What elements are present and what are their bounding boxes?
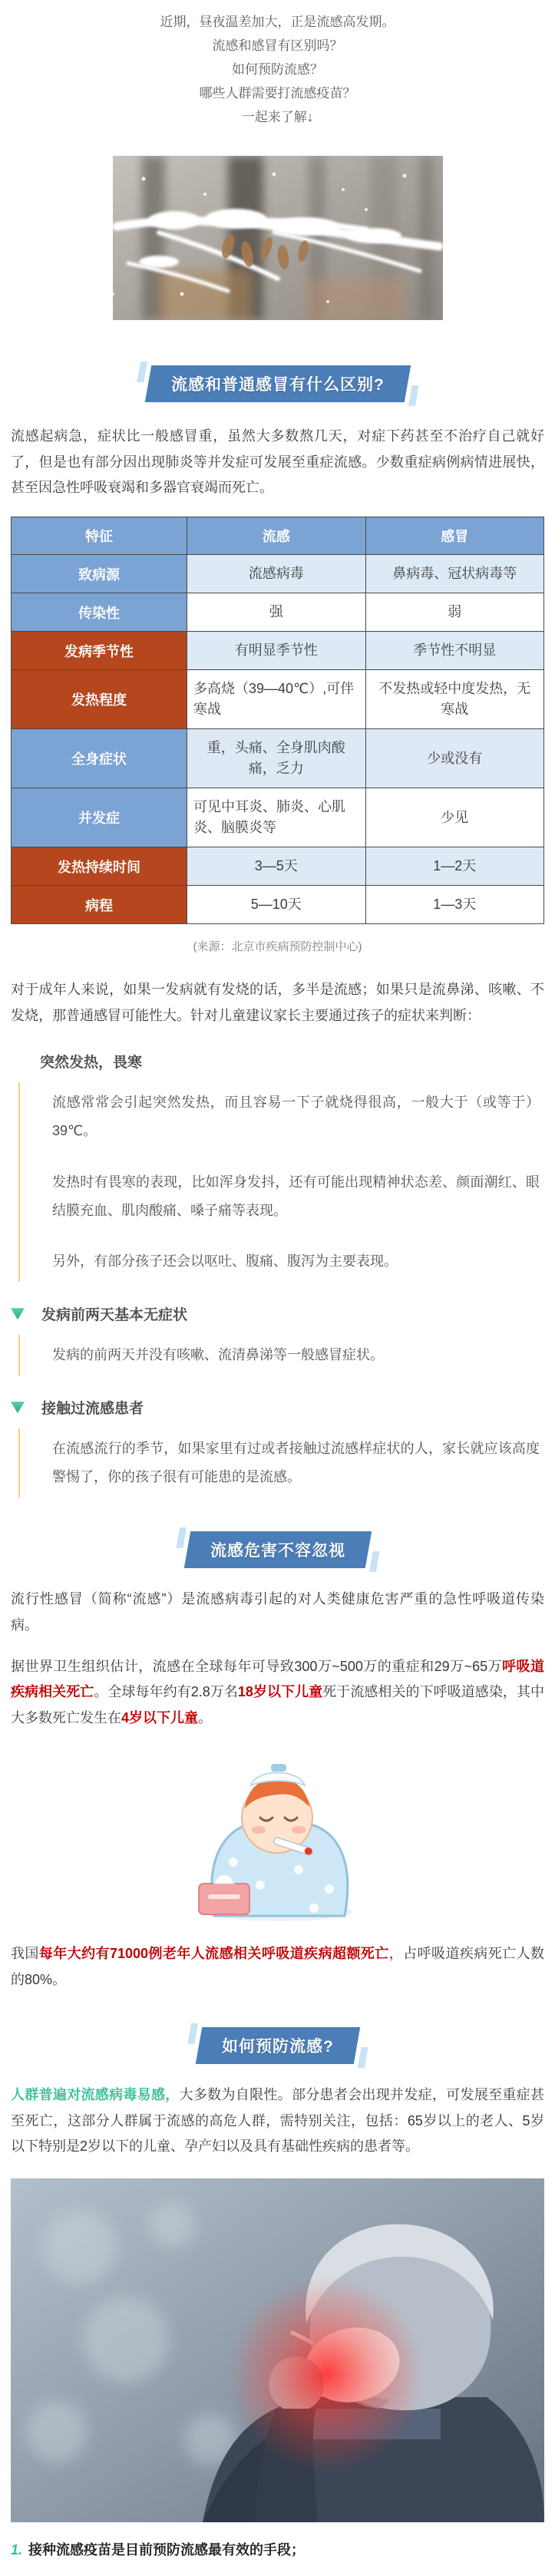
table-row — [12, 847, 544, 886]
text-run: 我国 — [11, 1946, 39, 1962]
highlight-red-text: 4岁以下儿童 — [121, 1710, 199, 1726]
triangle-marker-icon — [11, 1308, 25, 1319]
table-row — [12, 555, 544, 593]
table-row — [12, 632, 544, 670]
intro-block — [0, 0, 555, 130]
table-cell: 可见中耳炎、肺炎、心肌炎、脑膜炎等 — [187, 788, 365, 847]
table-label-cell: 致病源 — [12, 555, 187, 593]
section-badge-prevent — [195, 2027, 359, 2064]
section-badge-label: 如何预防流感? — [221, 2037, 334, 2056]
symptom-quote-block-3 — [18, 1428, 544, 1498]
symptom-title: 突然发热，畏寒 — [40, 1054, 143, 1071]
quote-paragraph: 发病的前两天并没有咳嗽、流清鼻涕等一般感冒症状。 — [52, 1347, 384, 1363]
sick-person-cartoon — [191, 1755, 364, 1924]
hero-snow-image — [113, 156, 443, 320]
table-label-cell: 传染性 — [12, 593, 187, 632]
table-cell: 1—3天 — [365, 886, 544, 924]
intro-line: 一起来了解↓ — [241, 109, 314, 124]
harm-content — [0, 1587, 555, 1732]
table-label-cell: 发热程度 — [12, 670, 187, 729]
table-header-cell: 感冒 — [365, 517, 544, 555]
intro-line: 如何预防流感？ — [232, 61, 323, 77]
section-prevent — [0, 2027, 555, 2064]
prevention-item-1 — [0, 2539, 555, 2559]
quote-paragraph: 另外，有部分孩子还会以呕吐、腹痛、腹泻为主要表现。 — [52, 1253, 398, 1270]
elderly-death-paragraph — [11, 1941, 544, 1993]
quote-paragraph: 在流感流行的季节，如果家里有过或者接触过流感样症状的人，家长就应该高度警惕了，你的孩子很有可能患的是流感。 — [52, 1441, 540, 1485]
table-label-cell: 发热持续时间 — [12, 847, 187, 886]
section-harm — [0, 1531, 555, 1568]
table-header-cell: 特征 — [12, 517, 187, 555]
table-label-cell: 发病季节性 — [12, 632, 187, 670]
text-run: 。全球每年约有2.8万名 — [94, 1684, 238, 1700]
table-cell: 3—5天 — [187, 847, 365, 886]
hero-image-container — [0, 156, 555, 324]
table-source-caption: (来源：北京市疾病预防控制中心) — [193, 940, 362, 954]
table-cell: 1—2天 — [365, 847, 544, 886]
intro-line: 哪些人群需要打流感疫苗？ — [199, 85, 356, 101]
symptom-title: 接触过流感患者 — [41, 1401, 144, 1418]
symptom-title: 发病前两天基本无症状 — [41, 1307, 188, 1324]
harm-intro-paragraph: 流行性感冒（简称“流感”）是流感病毒引起的对人类健康危害严重的急性呼吸道传染病。 — [11, 1590, 544, 1633]
table-row — [12, 729, 544, 788]
section-badge-label: 流感和普通感冒有什么区别? — [170, 375, 385, 394]
table-cell: 强 — [187, 593, 365, 632]
table-row — [12, 886, 544, 924]
table-cell: 重，头痛、全身肌肉酸痛，乏力 — [187, 729, 365, 788]
triangle-marker-icon — [11, 1402, 25, 1413]
flu-vs-cold-table — [11, 517, 544, 924]
list-number: 1. — [11, 2542, 23, 2558]
section-compare — [0, 365, 555, 402]
text-run: 死于流感相关的下呼吸道感染，其中大多数死亡发生在 — [11, 1684, 545, 1726]
text-run: 据世界卫生组织估计，流感在全球每年可导致300万~500万的重症和29万~65万 — [11, 1658, 503, 1674]
intro-line: 近期，昼夜温差加大，正是流感高发期。 — [160, 15, 395, 29]
section-badge-label: 流感危害不容忽视 — [210, 1541, 345, 1560]
list-text: 接种流感疫苗是目前预防流感最有效的手段； — [28, 2542, 306, 2558]
symptom-heading-2 — [0, 1303, 555, 1324]
compare-intro-paragraph: 流感起病急，症状比一般感冒重，虽然大多数熬几天，对症下药甚至不治疗自己就好了，但是也有部分因出现肺炎等并发症可发展至重症流感。少数重症病例病情进展快，甚至因急性呼吸衰竭和多器官衰竭而死亡。 — [11, 428, 544, 496]
table-header-cell: 流感 — [187, 517, 365, 555]
table-cell: 5—10天 — [187, 886, 365, 924]
quote-paragraph: 发热时有畏寒的表现，比如浑身发抖，还有可能出现精神状态差、颜面潮红、眼结膜充血、肌肉酸痛、嗓子痛等表现。 — [52, 1174, 540, 1218]
highlight-teal-text: 人群普遍对流感病毒易感， — [11, 2086, 180, 2102]
highlight-red-text: 呼吸道疾病相关死亡 — [11, 1658, 544, 1700]
highlight-red-text: 每年大约有71000例老年人流感相关呼吸道疾病超额死亡 — [38, 1946, 389, 1962]
symptom-heading-3 — [0, 1397, 555, 1418]
table-label-cell: 全身症状 — [12, 729, 187, 788]
susceptible-paragraph — [11, 2082, 544, 2160]
intro-line: 流感和感冒有区别吗？ — [212, 38, 343, 53]
judge-paragraph: 对于成年人来说，如果一发病就有发烧的话，多半是流感；如果只是流鼻涕、咳嗽、不发烧，那普通感冒可能性大。针对儿童建议家长主要通过孩子的症状来判断： — [11, 982, 544, 1023]
cartoon-container — [0, 1755, 555, 1927]
table-cell: 不发热或轻中度发热，无寒战 — [365, 670, 544, 729]
highlight-red-text: 18岁以下儿童 — [237, 1684, 323, 1700]
elderly-man-coughing-image — [11, 2178, 544, 2522]
text-run: ，占呼吸道疾病死亡人数的80%。 — [11, 1946, 545, 1987]
symptom-quote-block-1 — [18, 1082, 544, 1282]
prevent-content — [0, 2082, 555, 2160]
photo-container — [11, 2178, 544, 2522]
table-cell: 鼻病毒、冠状病毒等 — [365, 555, 544, 593]
table-cell: 有明显季节性 — [187, 632, 365, 670]
table-row — [12, 593, 544, 632]
who-estimate-paragraph — [11, 1654, 544, 1732]
symptom-quote-block-2 — [18, 1335, 544, 1376]
table-cell: 季节性不明显 — [365, 632, 544, 670]
table-label-cell: 并发症 — [12, 788, 187, 847]
table-cell: 流感病毒 — [187, 555, 365, 593]
symptom-heading-1 — [0, 1051, 555, 1072]
text-run: 。 — [198, 1710, 213, 1726]
table-cell: 弱 — [365, 593, 544, 632]
table-row — [12, 670, 544, 729]
text-run: 大多数为自限性。部分患者会出现并发症，可发展至重症甚至死亡，这部分人群属于流感的高危人群，需特别关注，包括：65岁以上的老人、5岁以下特别是2岁以下的儿童、孕产妇以及具有基础性疾病的患者等。 — [11, 2086, 545, 2155]
compare-content — [0, 424, 555, 501]
section-badge-compare — [144, 365, 410, 402]
table-cell: 少见 — [365, 788, 544, 847]
quote-paragraph: 流感常常会引起突然发热，而且容易一下子就烧得很高，一般大于（或等于）39℃。 — [52, 1094, 540, 1138]
table-label-cell: 病程 — [12, 886, 187, 924]
table-header-row — [12, 517, 544, 555]
table-cell: 多高烧（39—40℃）,可伴寒战 — [187, 670, 365, 729]
table-row — [12, 788, 544, 847]
section-badge-harm — [183, 1531, 371, 1568]
table-cell: 少或没有 — [365, 729, 544, 788]
